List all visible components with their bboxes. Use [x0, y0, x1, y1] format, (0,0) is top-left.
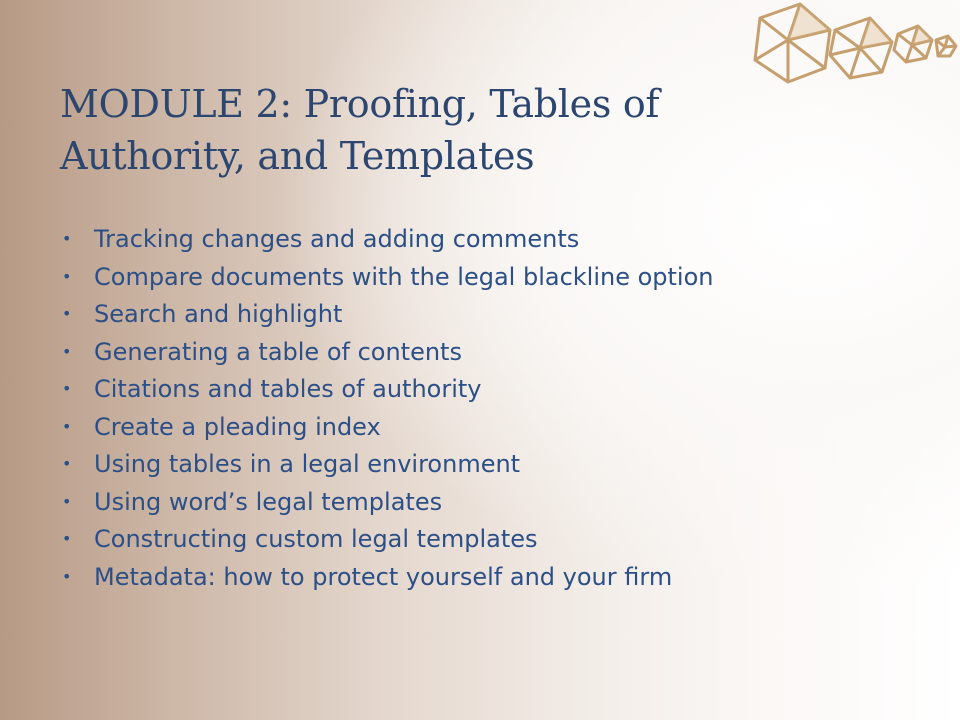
list-item: [62, 226, 882, 252]
bullet-icon: •: [62, 379, 72, 398]
bullet-text: Search and highlight: [94, 300, 343, 328]
bullet-text: Constructing custom legal templates: [94, 525, 538, 553]
list-item: [62, 489, 882, 515]
bullet-text: Compare documents with the legal blackline option: [94, 262, 714, 291]
list-item: [62, 564, 882, 590]
bullet-icon: •: [62, 491, 72, 511]
list-item: [62, 264, 882, 290]
bullet-icon: •: [62, 454, 72, 473]
slide-title: MODULE 2: Proofing, Tables of Authority, and Templates: [60, 82, 660, 178]
list-item: [62, 339, 882, 365]
list-item: [62, 526, 882, 552]
bullet-text: Create a pleading index: [94, 412, 381, 441]
list-item: [62, 376, 882, 402]
bullet-text: Using word’s legal templates: [94, 487, 443, 516]
bullet-text: Using tables in a legal environment: [94, 450, 521, 478]
list-item: [62, 414, 882, 440]
bullet-icon: •: [62, 304, 72, 323]
bullet-icon: •: [62, 341, 72, 361]
bullet-text: Citations and tables of authority: [94, 375, 482, 403]
list-item: [62, 451, 882, 477]
bullet-icon: •: [62, 529, 72, 548]
bullet-icon: •: [62, 266, 72, 286]
bullet-list: [62, 226, 882, 601]
bullet-icon: •: [62, 229, 72, 248]
bullet-icon: •: [62, 416, 72, 436]
bullet-icon: •: [62, 566, 72, 586]
list-item: [62, 301, 882, 327]
bullet-text: Tracking changes and adding comments: [94, 225, 580, 253]
bullet-text: Generating a table of contents: [94, 337, 462, 366]
bullet-text: Metadata: how to protect yourself and your firm: [94, 562, 673, 591]
